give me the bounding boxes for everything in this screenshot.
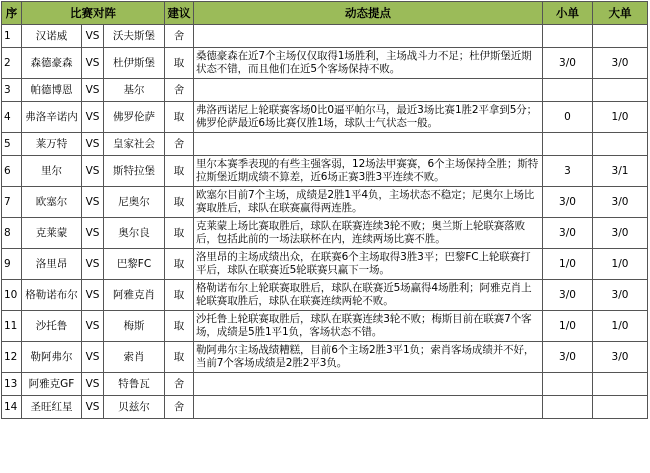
- header-match: 比赛对阵: [22, 2, 165, 25]
- big-bet: [593, 79, 648, 102]
- away-team: 巴黎FC: [104, 249, 165, 280]
- analysis-text: 勒阿弗尔主场战绩糟糕，目前6个主场2胜3平1负；索肖客场成绩并不好，当前7个客场成绩是2胜2平3负。: [194, 342, 543, 373]
- table-row: [2, 79, 648, 102]
- versus-label: VS: [82, 79, 104, 102]
- header-big: 大单: [593, 2, 648, 25]
- recommendation: 舍: [165, 396, 194, 419]
- match-recommendation-table: [1, 1, 648, 419]
- recommendation: 取: [165, 187, 194, 218]
- small-bet: 1/0: [543, 311, 593, 342]
- home-team: 洛里昂: [22, 249, 82, 280]
- recommendation: 取: [165, 249, 194, 280]
- row-index: 3: [2, 79, 22, 102]
- analysis-text: 弗洛西诺尼上轮联赛客场0比0逼平帕尔马，最近3场比赛1胜2平拿到5分；佛罗伦萨最近6场比赛仅胜1场，球队士气状态一般。: [194, 102, 543, 133]
- away-team: 基尔: [104, 79, 165, 102]
- table-row: [2, 280, 648, 311]
- away-team: 佛罗伦萨: [104, 102, 165, 133]
- small-bet: 3/0: [543, 342, 593, 373]
- analysis-text: [194, 396, 543, 419]
- versus-label: VS: [82, 25, 104, 48]
- analysis-text: [194, 79, 543, 102]
- small-bet: 0: [543, 102, 593, 133]
- analysis-text: 格勒诺布尔上轮联赛取胜后，球队在联赛近5场赢得4场胜利；阿雅克肖上轮联赛取胜后，球队在联赛连续两轮不败。: [194, 280, 543, 311]
- row-index: 6: [2, 156, 22, 187]
- home-team: 格勒诺布尔: [22, 280, 82, 311]
- home-team: 欧塞尔: [22, 187, 82, 218]
- table-row: [2, 156, 648, 187]
- row-index: 4: [2, 102, 22, 133]
- analysis-text: 克莱蒙上场比赛取胜后，球队在联赛连续3轮不败；奥兰斯上轮联赛落败后，包括此前的一场法联杯在内，连续两场比赛不胜。: [194, 218, 543, 249]
- home-team: 弗洛辛诺内: [22, 102, 82, 133]
- recommendation: 取: [165, 280, 194, 311]
- analysis-text: 桑德豪森在近7个主场仅仅取得1场胜利，主场战斗力不足；杜伊斯堡近期状态不错，而且他们在近5个客场保持不败。: [194, 48, 543, 79]
- big-bet: [593, 25, 648, 48]
- big-bet: [593, 396, 648, 419]
- home-team: 圣旺红星: [22, 396, 82, 419]
- analysis-text: [194, 133, 543, 156]
- row-index: 7: [2, 187, 22, 218]
- away-team: 奥尔良: [104, 218, 165, 249]
- recommendation: 取: [165, 48, 194, 79]
- analysis-text: 里尔本赛季表现的有些主强客弱，12场法甲赛赛，6个主场保持全胜；斯特拉斯堡近期成绩不算差，近6场正赛3胜3平连续不败。: [194, 156, 543, 187]
- big-bet: 3/0: [593, 342, 648, 373]
- row-index: 10: [2, 280, 22, 311]
- table-row: [2, 373, 648, 396]
- versus-label: VS: [82, 249, 104, 280]
- home-team: 汉诺威: [22, 25, 82, 48]
- big-bet: [593, 133, 648, 156]
- home-team: 沙托鲁: [22, 311, 82, 342]
- small-bet: [543, 25, 593, 48]
- big-bet: 1/0: [593, 102, 648, 133]
- home-team: 阿雅克GF: [22, 373, 82, 396]
- row-index: 13: [2, 373, 22, 396]
- row-index: 5: [2, 133, 22, 156]
- big-bet: 3/1: [593, 156, 648, 187]
- recommendation: 舍: [165, 79, 194, 102]
- header-recommend: 建议: [165, 2, 194, 25]
- big-bet: 3/0: [593, 187, 648, 218]
- away-team: 皇家社会: [104, 133, 165, 156]
- home-team: 克莱蒙: [22, 218, 82, 249]
- home-team: 莱万特: [22, 133, 82, 156]
- analysis-text: [194, 25, 543, 48]
- versus-label: VS: [82, 280, 104, 311]
- away-team: 尼奥尔: [104, 187, 165, 218]
- row-index: 8: [2, 218, 22, 249]
- recommendation: 舍: [165, 373, 194, 396]
- row-index: 12: [2, 342, 22, 373]
- versus-label: VS: [82, 156, 104, 187]
- versus-label: VS: [82, 311, 104, 342]
- table-row: [2, 311, 648, 342]
- small-bet: [543, 133, 593, 156]
- table-row: [2, 342, 648, 373]
- recommendation: 取: [165, 311, 194, 342]
- table-row: [2, 218, 648, 249]
- versus-label: VS: [82, 342, 104, 373]
- row-index: 11: [2, 311, 22, 342]
- small-bet: 3/0: [543, 218, 593, 249]
- recommendation: 取: [165, 156, 194, 187]
- big-bet: 3/0: [593, 48, 648, 79]
- away-team: 杜伊斯堡: [104, 48, 165, 79]
- small-bet: 3/0: [543, 280, 593, 311]
- big-bet: 1/0: [593, 311, 648, 342]
- versus-label: VS: [82, 133, 104, 156]
- versus-label: VS: [82, 187, 104, 218]
- recommendation: 取: [165, 342, 194, 373]
- small-bet: 3/0: [543, 187, 593, 218]
- versus-label: VS: [82, 218, 104, 249]
- table-row: [2, 249, 648, 280]
- row-index: 1: [2, 25, 22, 48]
- recommendation: 舍: [165, 25, 194, 48]
- home-team: 里尔: [22, 156, 82, 187]
- versus-label: VS: [82, 102, 104, 133]
- versus-label: VS: [82, 373, 104, 396]
- home-team: 森德豪森: [22, 48, 82, 79]
- away-team: 阿雅克肖: [104, 280, 165, 311]
- table-header-row: [2, 2, 648, 25]
- versus-label: VS: [82, 396, 104, 419]
- analysis-text: 洛里昂的主场成绩出众，在联赛6个主场取得3胜3平；巴黎FC上轮联赛打平后，球队在联赛近5轮联赛只赢下一场。: [194, 249, 543, 280]
- big-bet: [593, 373, 648, 396]
- recommendation: 取: [165, 218, 194, 249]
- table-row: [2, 102, 648, 133]
- table-row: [2, 133, 648, 156]
- home-team: 帕德博恩: [22, 79, 82, 102]
- table-row: [2, 187, 648, 218]
- big-bet: 3/0: [593, 280, 648, 311]
- small-bet: 1/0: [543, 249, 593, 280]
- analysis-text: 欧塞尔目前7个主场，成绩是2胜1平4负，主场状态不稳定；尼奥尔上场比赛取胜后，球队在联赛赢得两连胜。: [194, 187, 543, 218]
- small-bet: 3: [543, 156, 593, 187]
- small-bet: [543, 373, 593, 396]
- away-team: 贝兹尔: [104, 396, 165, 419]
- recommendation: 取: [165, 102, 194, 133]
- header-small: 小单: [543, 2, 593, 25]
- analysis-text: [194, 373, 543, 396]
- away-team: 索肖: [104, 342, 165, 373]
- big-bet: 1/0: [593, 249, 648, 280]
- row-index: 14: [2, 396, 22, 419]
- away-team: 斯特拉堡: [104, 156, 165, 187]
- analysis-text: 沙托鲁上轮联赛取胜后，球队在联赛连续3轮不败；梅斯目前在联赛7个客场，成绩是5胜1平1负，客场状态不错。: [194, 311, 543, 342]
- row-index: 2: [2, 48, 22, 79]
- small-bet: 3/0: [543, 48, 593, 79]
- table-row: [2, 25, 648, 48]
- header-index: 序: [2, 2, 22, 25]
- away-team: 沃夫斯堡: [104, 25, 165, 48]
- away-team: 特鲁瓦: [104, 373, 165, 396]
- header-analysis: 动态提点: [194, 2, 543, 25]
- recommendation: 舍: [165, 133, 194, 156]
- versus-label: VS: [82, 48, 104, 79]
- table-row: [2, 396, 648, 419]
- big-bet: 3/0: [593, 218, 648, 249]
- table-row: [2, 48, 648, 79]
- small-bet: [543, 396, 593, 419]
- home-team: 勒阿弗尔: [22, 342, 82, 373]
- small-bet: [543, 79, 593, 102]
- away-team: 梅斯: [104, 311, 165, 342]
- row-index: 9: [2, 249, 22, 280]
